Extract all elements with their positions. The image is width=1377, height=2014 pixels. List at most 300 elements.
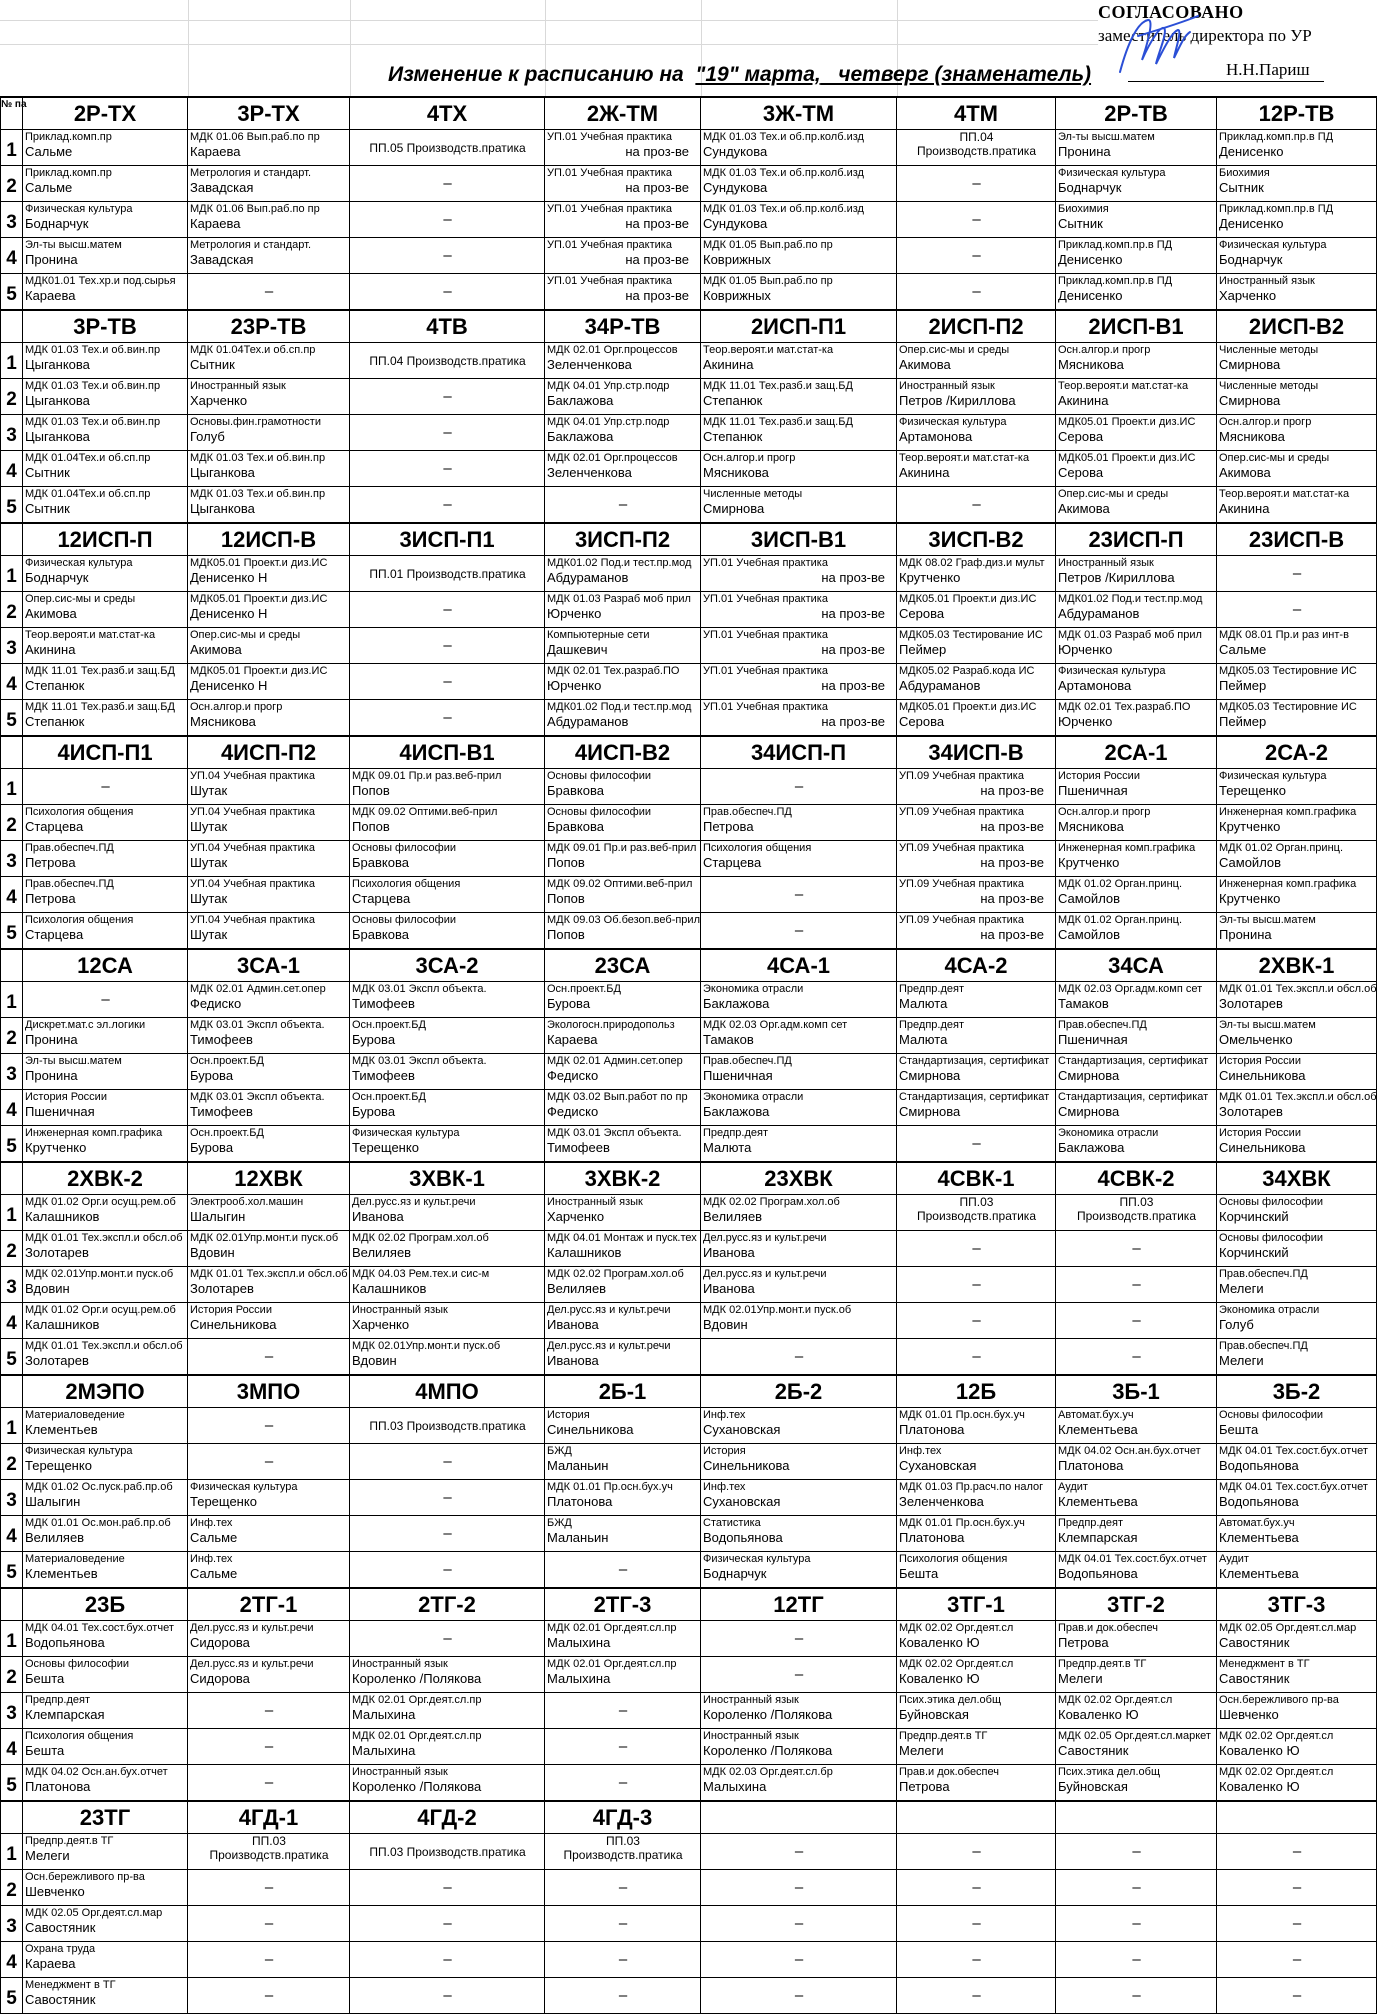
empty-dash: –: [972, 1951, 981, 1968]
teacher-label: Коврижных: [703, 288, 771, 303]
teacher-label: Пронина: [25, 1068, 78, 1083]
lesson-row: [1, 130, 1377, 166]
subject-label: МДК 02.05 Орг.деят.сл.мар: [1219, 1622, 1357, 1634]
subject-label: История России: [25, 1091, 107, 1103]
subject-label: Психология общения: [899, 1553, 1008, 1565]
subject-label: МДК01.02 Под.и тест.пр.мод: [547, 557, 692, 569]
group-name: 12Р-ТВ: [1217, 97, 1377, 130]
schedule-cell: [897, 451, 1056, 487]
subject-label: Экономика отрасли: [1058, 1127, 1159, 1139]
teacher-label: Цыганкова: [190, 465, 255, 480]
lesson-number: 3: [1, 1480, 23, 1516]
empty-dash: –: [972, 1312, 981, 1329]
schedule-cell: [188, 202, 350, 238]
schedule-cell: [897, 1267, 1056, 1303]
schedule-cell: [1056, 1090, 1217, 1126]
empty-dash: –: [443, 1879, 452, 1896]
empty-dash: –: [264, 1348, 274, 1365]
schedule-cell: [1217, 1834, 1377, 1870]
schedule-cell: [1056, 130, 1217, 166]
schedule-cell: [897, 1942, 1056, 1978]
teacher-label: Велиляев: [352, 1245, 412, 1260]
schedule-cell: [188, 1906, 350, 1942]
teacher-label: Федиско: [190, 996, 242, 1011]
group-name: 4ГД-3: [545, 1801, 701, 1834]
teacher-label: Степанюк: [25, 678, 85, 693]
subject-label: Экономика отрасли: [703, 983, 804, 995]
teacher-label: Серова: [899, 714, 945, 729]
group-header-row: [1, 523, 1377, 556]
subject-label: МДК 03.01 Экспл объекта.: [547, 1127, 682, 1139]
empty-dash: –: [1292, 1951, 1302, 1968]
subject-label: Теор.вероят.и мат.стат-ка: [1219, 488, 1350, 500]
schedule-cell: [350, 238, 545, 274]
subject-label: История России: [190, 1304, 272, 1316]
group-name: 34ХВК: [1217, 1162, 1377, 1195]
teacher-label: Самойлов: [1058, 891, 1121, 906]
schedule-cell: [897, 343, 1056, 379]
subject-label: МДК 02.03 Орг.адм.комп сет: [703, 1019, 848, 1031]
teacher-label: Абдураманов: [899, 678, 981, 693]
teacher-label: Харченко: [190, 393, 248, 408]
subject-label: Опер.сис-мы и среды: [1219, 452, 1330, 464]
schedule-cell: [23, 1870, 188, 1906]
schedule-cell: [1056, 1906, 1217, 1942]
empty-dash: –: [972, 1276, 981, 1293]
subject-label: Опер.сис-мы и среды: [190, 629, 301, 641]
empty-dash: –: [443, 175, 452, 192]
subject-label: Осн.проект.БД: [352, 1019, 426, 1031]
schedule-cell: [188, 1516, 350, 1552]
schedule-cell: [188, 1729, 350, 1765]
subject-label: МДК 02.02 Програм.хол.об: [352, 1232, 489, 1244]
teacher-label: Тимофеев: [352, 996, 415, 1011]
schedule-cell: [897, 1444, 1056, 1480]
schedule-cell: [701, 1621, 897, 1657]
schedule-cell: [23, 1516, 188, 1552]
subject-label: МДК 11.01 Тех.разб.и защ.БД: [25, 701, 175, 713]
teacher-label: Вдовин: [190, 1245, 235, 1260]
teacher-label: Бешта: [899, 1566, 939, 1581]
subject-label: МДК 02.01Упр.монт.и пуск.об: [190, 1232, 339, 1244]
subject-label: Прав.обеспеч.ПД: [703, 806, 792, 818]
teacher-label: Цыганкова: [25, 357, 90, 372]
subject-label: МДК05.01 Проект.и диз.ИС: [190, 593, 328, 605]
schedule-cell: [701, 1870, 897, 1906]
schedule-cell: [897, 628, 1056, 664]
subject-label: МДК 02.02 Орг.деят.сл: [899, 1622, 1014, 1634]
subject-label: Иностранный язык: [1219, 275, 1315, 287]
lesson-row: [1, 1408, 1377, 1444]
schedule-cell: [23, 1303, 188, 1339]
teacher-label: Боднарчук: [1219, 252, 1283, 267]
lesson-row: [1, 1978, 1377, 2014]
teacher-label: Малыхина: [703, 1779, 767, 1794]
teacher-label: Караева: [25, 288, 76, 303]
schedule-cell: [188, 1693, 350, 1729]
subject-label: МДК 02.01 Орг.деят.сл.пр: [352, 1730, 482, 1742]
subject-label: Предпр.деят.в ТГ: [1058, 1658, 1147, 1670]
teacher-label: Золотарев: [25, 1353, 89, 1368]
group-name: 12ИСП-В: [188, 523, 350, 556]
subject-label: Дел.русс.яз и культ.речи: [190, 1622, 314, 1634]
subject-label: УП.04 Учебная практика: [190, 842, 315, 854]
subject-label: УП.04 Учебная практика: [190, 914, 315, 926]
empty-dash: –: [264, 1879, 274, 1896]
schedule-cell: [188, 913, 350, 950]
schedule-cell: [1056, 274, 1217, 311]
schedule-cell: [701, 1942, 897, 1978]
schedule-cell: [1217, 1765, 1377, 1802]
schedule-cell: [23, 1729, 188, 1765]
teacher-label: Клемпарская: [1058, 1530, 1138, 1545]
schedule-cell: [897, 274, 1056, 311]
group-name: 12СА: [23, 949, 188, 982]
schedule-cell: [545, 1657, 701, 1693]
teacher-label: Боднарчук: [25, 216, 89, 231]
schedule-cell: [1217, 1978, 1377, 2014]
group-name: 2Р-ТВ: [1056, 97, 1217, 130]
subject-label: Прав.обеспеч.ПД: [25, 878, 114, 890]
lesson-number-header: [1, 523, 23, 556]
schedule-cell: [701, 769, 897, 805]
schedule-cell: [897, 1834, 1056, 1870]
schedule-cell: [545, 238, 701, 274]
subject-label: Аудит: [1219, 1553, 1249, 1565]
subject-label: Предпр.деят.в ТГ: [899, 1730, 988, 1742]
teacher-label: Шевченко: [25, 1884, 85, 1899]
schedule-cell: [23, 1054, 188, 1090]
subject-label: УП.04 Учебная практика: [190, 806, 315, 818]
lesson-number: 5: [1, 700, 23, 737]
lesson-row: [1, 1693, 1377, 1729]
schedule-cell: [188, 1870, 350, 1906]
teacher-label: Голуб: [1219, 1317, 1254, 1332]
group-name: 2МЭПО: [23, 1375, 188, 1408]
teacher-label: Зеленченкова: [547, 357, 632, 372]
subject-detail: Производств.пратика: [1076, 1209, 1196, 1223]
schedule-cell: [1056, 451, 1217, 487]
empty-dash: –: [443, 1525, 452, 1542]
empty-dash: –: [443, 460, 452, 477]
group-name: 23ИСП-В: [1217, 523, 1377, 556]
schedule-cell: [701, 1444, 897, 1480]
schedule-cell: [897, 1090, 1056, 1126]
group-name: 23Р-ТВ: [188, 310, 350, 343]
lesson-row: [1, 628, 1377, 664]
subject-label: Численные методы: [1219, 380, 1319, 392]
teacher-label: Водопьянова: [1058, 1566, 1138, 1581]
schedule-cell: [1056, 805, 1217, 841]
schedule-cell: [545, 1552, 701, 1589]
schedule-cell: [701, 487, 897, 524]
subject-label: ПП.05 Производств.пратика: [369, 140, 526, 155]
schedule-cell: [1056, 1870, 1217, 1906]
teacher-label: Савостяник: [1219, 1635, 1290, 1650]
subject-label: Физическая культура: [1219, 770, 1327, 782]
subject-label: Дел.русс.яз и культ.речи: [547, 1304, 671, 1316]
schedule-cell: [1217, 628, 1377, 664]
schedule-cell: [545, 1906, 701, 1942]
schedule-cell: [545, 379, 701, 415]
teacher-label: Харченко: [352, 1317, 410, 1332]
subject-label: Приклад.комп.пр.в ПД: [1219, 131, 1334, 143]
teacher-label: Пшеничная: [703, 1068, 773, 1083]
teacher-label: Зеленченкова: [547, 465, 632, 480]
schedule-cell: [545, 1444, 701, 1480]
schedule-cell: [23, 1765, 188, 1802]
teacher-label: Тимофеев: [352, 1068, 415, 1083]
subject-label: МДК 01.03 Разраб моб прил: [547, 593, 691, 605]
subject-label: МДК05.02 Разраб.кода ИС: [899, 665, 1035, 677]
schedule-cell: [701, 1729, 897, 1765]
empty-dash: –: [794, 1879, 804, 1896]
teacher-label: Сальме: [190, 1566, 238, 1581]
teacher-label: Золотарев: [25, 1245, 89, 1260]
schedule-cell: [701, 379, 897, 415]
subject-label: МДК 02.01Упр.монт.и пуск.об: [703, 1304, 852, 1316]
lesson-number-header: № па: [1, 97, 23, 130]
teacher-label: Бурова: [190, 1140, 234, 1155]
subject-label: МДК 02.01 Орг.деят.сл.пр: [352, 1694, 482, 1706]
teacher-label: Бурова: [352, 1104, 396, 1119]
subject-label: МДК 02.03 Орг.адм.комп сет: [1058, 983, 1203, 995]
teacher-label: Смирнова: [899, 1104, 961, 1119]
subject-label: Метрология и стандарт.: [190, 239, 311, 251]
schedule-cell: [545, 1018, 701, 1054]
signature-image: [1098, 2, 1208, 82]
subject-label: МДК 04.01 Тех.сост.бух.отчет: [1219, 1445, 1368, 1457]
schedule-cell: [701, 913, 897, 950]
lesson-number: 5: [1, 487, 23, 524]
schedule-cell: [188, 379, 350, 415]
teacher-label: Юрченко: [547, 678, 602, 693]
empty-dash: –: [972, 283, 981, 300]
schedule-cell: [1056, 202, 1217, 238]
schedule-cell: [545, 1267, 701, 1303]
teacher-label: Мясникова: [1058, 357, 1124, 372]
teacher-label: Малюта: [899, 996, 948, 1011]
schedule-cell: [350, 343, 545, 379]
teacher-label: Акинина: [1219, 501, 1270, 516]
teacher-label: Короленко /Полякова: [352, 1779, 482, 1794]
subject-label: ПП.04: [959, 130, 994, 144]
schedule-cell: [1056, 1267, 1217, 1303]
subject-label: Осн.алгор.и прогр: [190, 701, 283, 713]
teacher-label: Попов: [547, 891, 585, 906]
teacher-label: Малыхина: [547, 1671, 611, 1686]
group-name: 4ГД-1: [188, 1801, 350, 1834]
empty-dash: –: [443, 496, 452, 513]
schedule-cell: [188, 1339, 350, 1376]
empty-dash: –: [794, 886, 804, 903]
subject-label: МДК05.01 Проект.и диз.ИС: [190, 665, 328, 677]
teacher-label: Мелеги: [1219, 1353, 1264, 1368]
schedule-cell: [1056, 1408, 1217, 1444]
subject-label: МДК 01.01 Пр.осн.бух.уч: [899, 1409, 1025, 1421]
subject-label: МДК 01.01 Тех.экспл.и обсл.об: [1219, 1091, 1377, 1103]
subject-label: Аудит: [1058, 1481, 1088, 1493]
group-name: 23ТГ: [23, 1801, 188, 1834]
teacher-label: Короленко /Полякова: [703, 1743, 833, 1758]
schedule-cell: [545, 451, 701, 487]
lesson-row: [1, 1765, 1377, 1802]
group-header-row: [1, 1588, 1377, 1621]
subject-label: МДК 09.02 Оптими.веб-прил: [547, 878, 693, 890]
approval-stamp: [1098, 2, 1368, 86]
subject-label: МДК 01.04Тех.и об.сп.пр: [25, 452, 151, 464]
schedule-cell: [23, 166, 188, 202]
schedule-cell: [1056, 238, 1217, 274]
subject-label: Автомат.бух.уч: [1058, 1409, 1134, 1421]
lesson-number: 1: [1, 556, 23, 592]
subject-label: Материаловедение: [25, 1409, 125, 1421]
schedule-cell: [23, 556, 188, 592]
teacher-label: Золотарев: [1219, 1104, 1283, 1119]
subject-label: Дел.русс.яз и культ.речи: [703, 1232, 827, 1244]
schedule-cell: [1217, 1657, 1377, 1693]
schedule-cell: [897, 1408, 1056, 1444]
group-name: 3ХВК-2: [545, 1162, 701, 1195]
teacher-label: Денисенко: [1058, 252, 1123, 267]
teacher-label: Акимова: [1219, 465, 1271, 480]
schedule-cell: [701, 1765, 897, 1802]
schedule-cell: [1217, 130, 1377, 166]
empty-dash: –: [794, 1915, 804, 1932]
teacher-label: Сальме: [1219, 642, 1267, 657]
empty-dash: –: [972, 1987, 981, 2004]
schedule-cell: [23, 1126, 188, 1163]
group-name: 23Б: [23, 1588, 188, 1621]
schedule-cell: [188, 1090, 350, 1126]
group-name: 4ИСП-П1: [23, 736, 188, 769]
subject-label: Приклад.комп.пр.в ПД: [1058, 239, 1173, 251]
teacher-label: Денисенко: [1058, 288, 1123, 303]
group-header-row: [1, 736, 1377, 769]
schedule-cell: [350, 1267, 545, 1303]
subject-label: Численные методы: [703, 488, 803, 500]
schedule-cell: [23, 1657, 188, 1693]
schedule-cell: [1217, 1942, 1377, 1978]
schedule-cell: [701, 166, 897, 202]
subject-label: Псих.этика дел.общ: [1058, 1766, 1161, 1778]
teacher-label: Шалыгин: [190, 1209, 246, 1224]
schedule-cell: [897, 877, 1056, 913]
schedule-cell: [23, 1444, 188, 1480]
schedule-cell: [701, 1126, 897, 1163]
schedule-cell: [188, 664, 350, 700]
subject-label: Физическая культура: [1058, 167, 1166, 179]
teacher-label: Шутак: [190, 855, 228, 870]
schedule-cell: [545, 913, 701, 950]
empty-dash: –: [794, 1951, 804, 1968]
schedule-cell: [350, 1765, 545, 1802]
schedule-cell: [545, 769, 701, 805]
teacher-label: Степанюк: [703, 429, 763, 444]
subject-label: МДК05.01 Проект.и диз.ИС: [899, 701, 1037, 713]
teacher-label: Петрова: [1058, 1635, 1109, 1650]
schedule-cell: [350, 202, 545, 238]
subject-label: МДК 01.06 Вып.раб.по пр: [190, 203, 320, 215]
teacher-label: Тимофеев: [190, 1104, 253, 1119]
empty-dash: –: [972, 1879, 981, 1896]
schedule-cell: [701, 628, 897, 664]
schedule-cell: [188, 343, 350, 379]
schedule-cell: [545, 1834, 701, 1870]
teacher-label: Сытник: [1058, 216, 1103, 231]
lesson-row: [1, 238, 1377, 274]
schedule-cell: [1056, 343, 1217, 379]
teacher-label: Мясникова: [1219, 429, 1285, 444]
teacher-label: Старцева: [25, 819, 84, 834]
schedule-cell: [23, 238, 188, 274]
empty-dash: –: [1132, 1879, 1141, 1896]
schedule-cell: [23, 1231, 188, 1267]
schedule-cell: [897, 1126, 1056, 1163]
schedule-cell: [350, 1978, 545, 2014]
subject-detail: на проз-ве: [625, 252, 689, 267]
lesson-row: [1, 769, 1377, 805]
subject-label: МДК 04.01 Тех.сост.бух.отчет: [25, 1622, 174, 1634]
empty-dash: –: [264, 1702, 274, 1719]
subject-detail: на проз-ве: [821, 678, 885, 693]
subject-label: Иностранный язык: [352, 1304, 448, 1316]
subject-label: УП.01 Учебная практика: [703, 593, 828, 605]
schedule-cell: [701, 1054, 897, 1090]
subject-label: МДК 01.04Тех.и об.сп.пр: [25, 488, 151, 500]
lesson-number: 5: [1, 1339, 23, 1376]
schedule-cell: [23, 877, 188, 913]
teacher-label: Старцева: [352, 891, 411, 906]
subject-label: МДК 01.01 Тех.экспл.и обсл.об: [190, 1268, 348, 1280]
schedule-cell: [545, 1942, 701, 1978]
lesson-row: [1, 913, 1377, 950]
schedule-cell: [188, 1303, 350, 1339]
teacher-label: Смирнова: [703, 501, 765, 516]
teacher-label: Маланьин: [547, 1458, 609, 1473]
subject-label: МДК 01.01 Тех.экспл.и обсл.об: [1219, 983, 1377, 995]
subject-label: Предпр.деят.в ТГ: [25, 1835, 114, 1847]
lesson-row: [1, 1018, 1377, 1054]
teacher-label: Денисенко Н: [190, 606, 268, 621]
teacher-label: Шалыгин: [25, 1494, 81, 1509]
schedule-cell: [188, 1126, 350, 1163]
lesson-number: 2: [1, 1231, 23, 1267]
schedule-cell: [701, 415, 897, 451]
teacher-label: Платонова: [25, 1779, 91, 1794]
teacher-label: Дашкевич: [547, 642, 608, 657]
subject-label: МДК 02.02 Програм.хол.об: [703, 1196, 840, 1208]
schedule-cell: [350, 1729, 545, 1765]
teacher-label: Бравкова: [352, 927, 409, 942]
empty-dash: –: [794, 1843, 804, 1860]
teacher-label: Пронина: [1219, 927, 1272, 942]
lesson-row: [1, 664, 1377, 700]
schedule-cell: [1217, 1516, 1377, 1552]
group-name: 3Р-ТВ: [23, 310, 188, 343]
teacher-label: Мелеги: [1058, 1671, 1103, 1686]
teacher-label: Малюта: [703, 1140, 752, 1155]
schedule-cell: [350, 877, 545, 913]
schedule-cell: [188, 805, 350, 841]
subject-label: Осн.бережливого пр-ва: [25, 1871, 145, 1883]
schedule-cell: [701, 592, 897, 628]
lesson-row: [1, 274, 1377, 311]
group-name: 4МПО: [350, 1375, 545, 1408]
schedule-cell: [545, 1054, 701, 1090]
teacher-label: Коваленко Ю: [1219, 1779, 1300, 1794]
subject-label: МДК 02.05 Орг.деят.сл.маркет: [1058, 1730, 1211, 1742]
